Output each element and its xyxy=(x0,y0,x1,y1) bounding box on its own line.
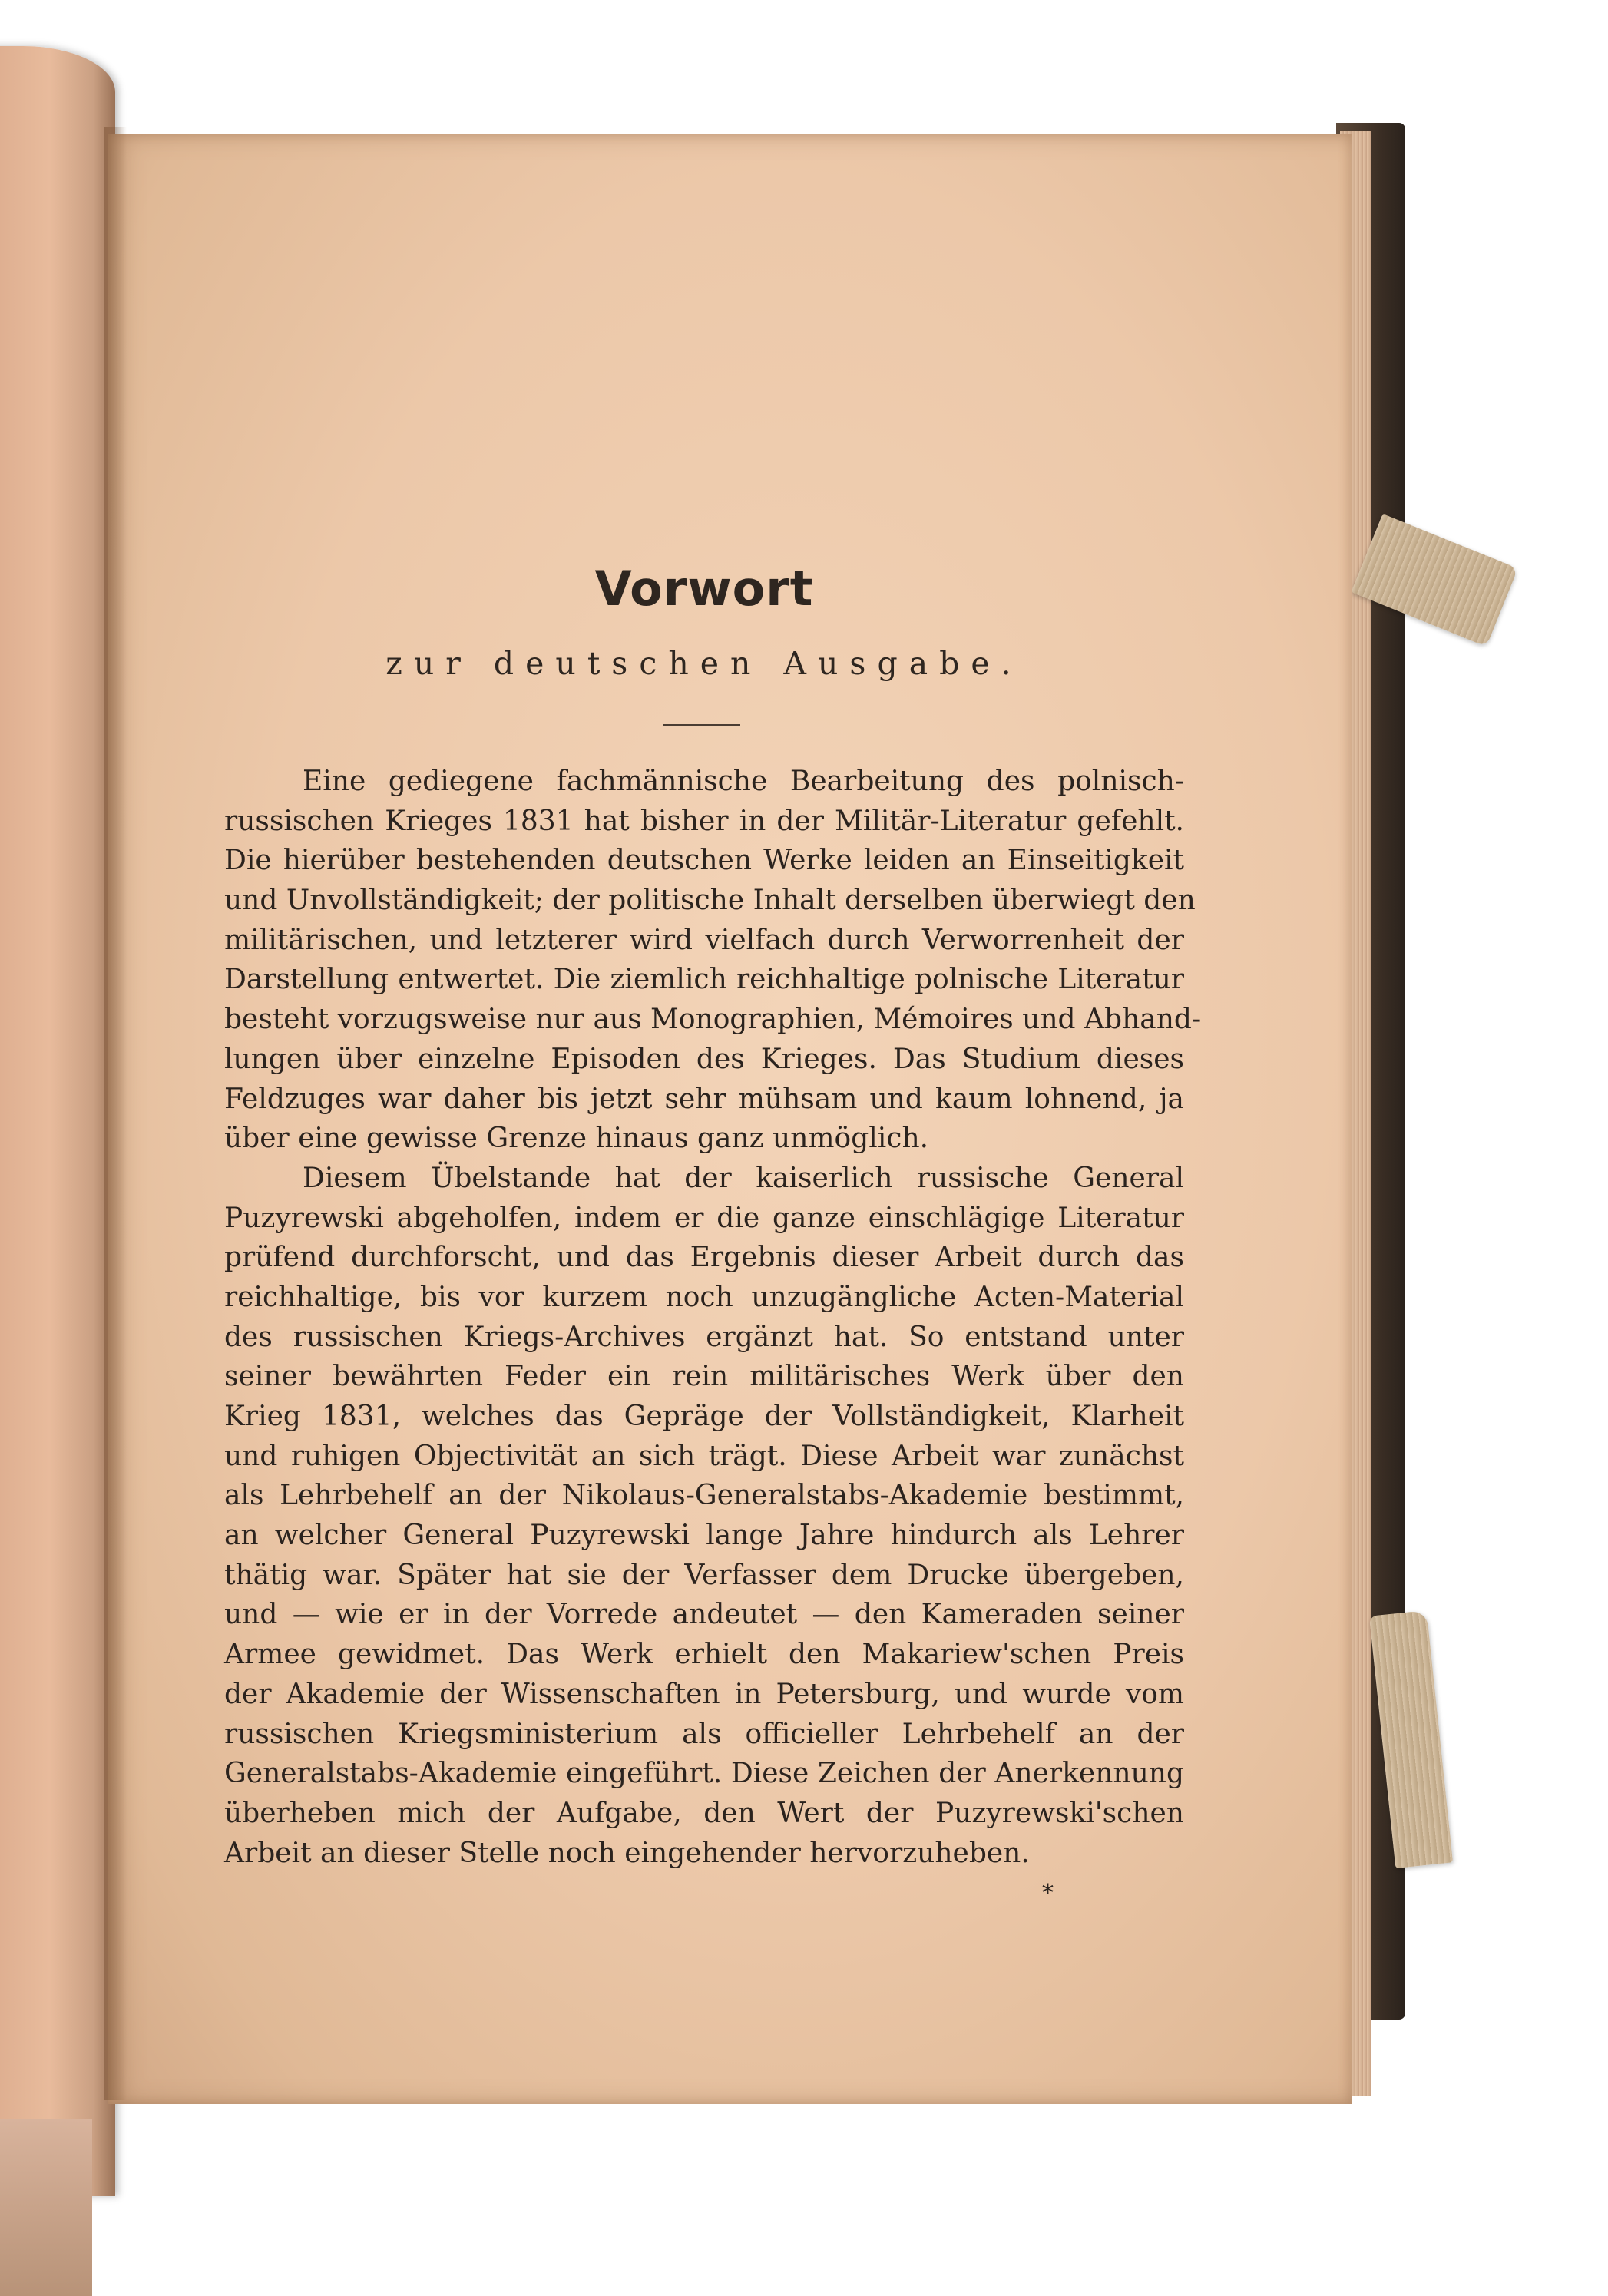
section-mark: * xyxy=(1042,1880,1054,1907)
text-line: des russischen Kriegs-Archives ergänzt hat. So entstand unter xyxy=(224,1321,1184,1353)
text-line: russischen Kriegsministerium als officieller Lehrbehelf an der xyxy=(224,1718,1184,1750)
text-line: an welcher General Puzyrewski lange Jahre hindurch als Lehrer xyxy=(224,1520,1184,1552)
text-line: Krieg 1831, welches das Gepräge der Vollständigkeit, Klarheit xyxy=(224,1401,1184,1432)
title-divider xyxy=(663,724,740,726)
text-line: lungen über einzelne Episoden des Krieges. Das Studium dieses xyxy=(224,1043,1184,1075)
text-line: Generalstabs-Akademie eingeführt. Diese Zeichen der Anerkennung xyxy=(224,1758,1184,1790)
text-line: Darstellung entwertet. Die ziemlich reichhaltige polnische Literatur xyxy=(224,964,1184,996)
text-line: Eine gediegene fachmännische Bearbeitung des polnisch- xyxy=(303,766,1184,797)
left-page-edge xyxy=(0,2119,92,2296)
text-line: und ruhigen Objectivität an sich trägt. Diese Arbeit war zunächst xyxy=(224,1440,1184,1472)
text-line: der Akademie der Wissenschaften in Petersburg, und wurde vom xyxy=(224,1678,1184,1710)
text-line: und — wie er in der Vorrede andeutet — den Kameraden seiner xyxy=(224,1599,1184,1631)
page-title: Vorwort xyxy=(594,561,814,617)
text-line: Die hierüber bestehenden deutschen Werke leiden an Einseitigkeit xyxy=(224,845,1184,877)
text-line: thätig war. Später hat sie der Verfasser dem Drucke übergeben, xyxy=(224,1559,1184,1591)
text-line: seiner bewährten Feder ein rein militärisches Werk über den xyxy=(224,1361,1184,1393)
body-text xyxy=(224,762,1202,1873)
text-line: prüfend durchforscht, und das Ergebnis dieser Arbeit durch das xyxy=(224,1242,1184,1274)
text-line: Feldzuges war daher bis jetzt sehr mühsam und kaum lohnend, ja xyxy=(224,1083,1184,1115)
text-line: über eine gewisse Grenze hinaus ganz unmöglich. xyxy=(224,1123,929,1155)
text-line: Arbeit an dieser Stelle noch eingehender hervorzuheben. xyxy=(224,1837,1030,1869)
text-line: Diesem Übelstande hat der kaiserlich russische General xyxy=(303,1162,1184,1194)
text-line: als Lehrbehelf an der Nikolaus-Generalstabs-Akademie bestimmt, xyxy=(224,1480,1184,1512)
text-line: reichhaltige, bis vor kurzem noch unzugängliche Acten-Material xyxy=(224,1281,1184,1313)
page-subtitle: zur deutschen Ausgabe. xyxy=(385,645,1023,682)
text-line: besteht vorzugsweise nur aus Monographien, Mémoires und Abhand- xyxy=(224,1004,1202,1036)
left-page xyxy=(0,46,115,2196)
spine-gutter-shadow xyxy=(104,127,127,2100)
text-line: russischen Krieges 1831 hat bisher in der Militär-Literatur gefehlt. xyxy=(224,805,1184,837)
text-line: und Unvollständigkeit; der politische Inhalt derselben überwiegt den xyxy=(224,885,1196,917)
text-line: Puzyrewski abgeholfen, indem er die ganze einschlägige Literatur xyxy=(224,1202,1184,1234)
text-line: militärischen, und letzterer wird vielfach durch Verworrenheit der xyxy=(224,924,1184,956)
text-line: Armee gewidmet. Das Werk erhielt den Makariew'schen Preis xyxy=(224,1639,1184,1671)
text-line: überheben mich der Aufgabe, den Wert der Puzyrewski'schen xyxy=(224,1797,1184,1829)
